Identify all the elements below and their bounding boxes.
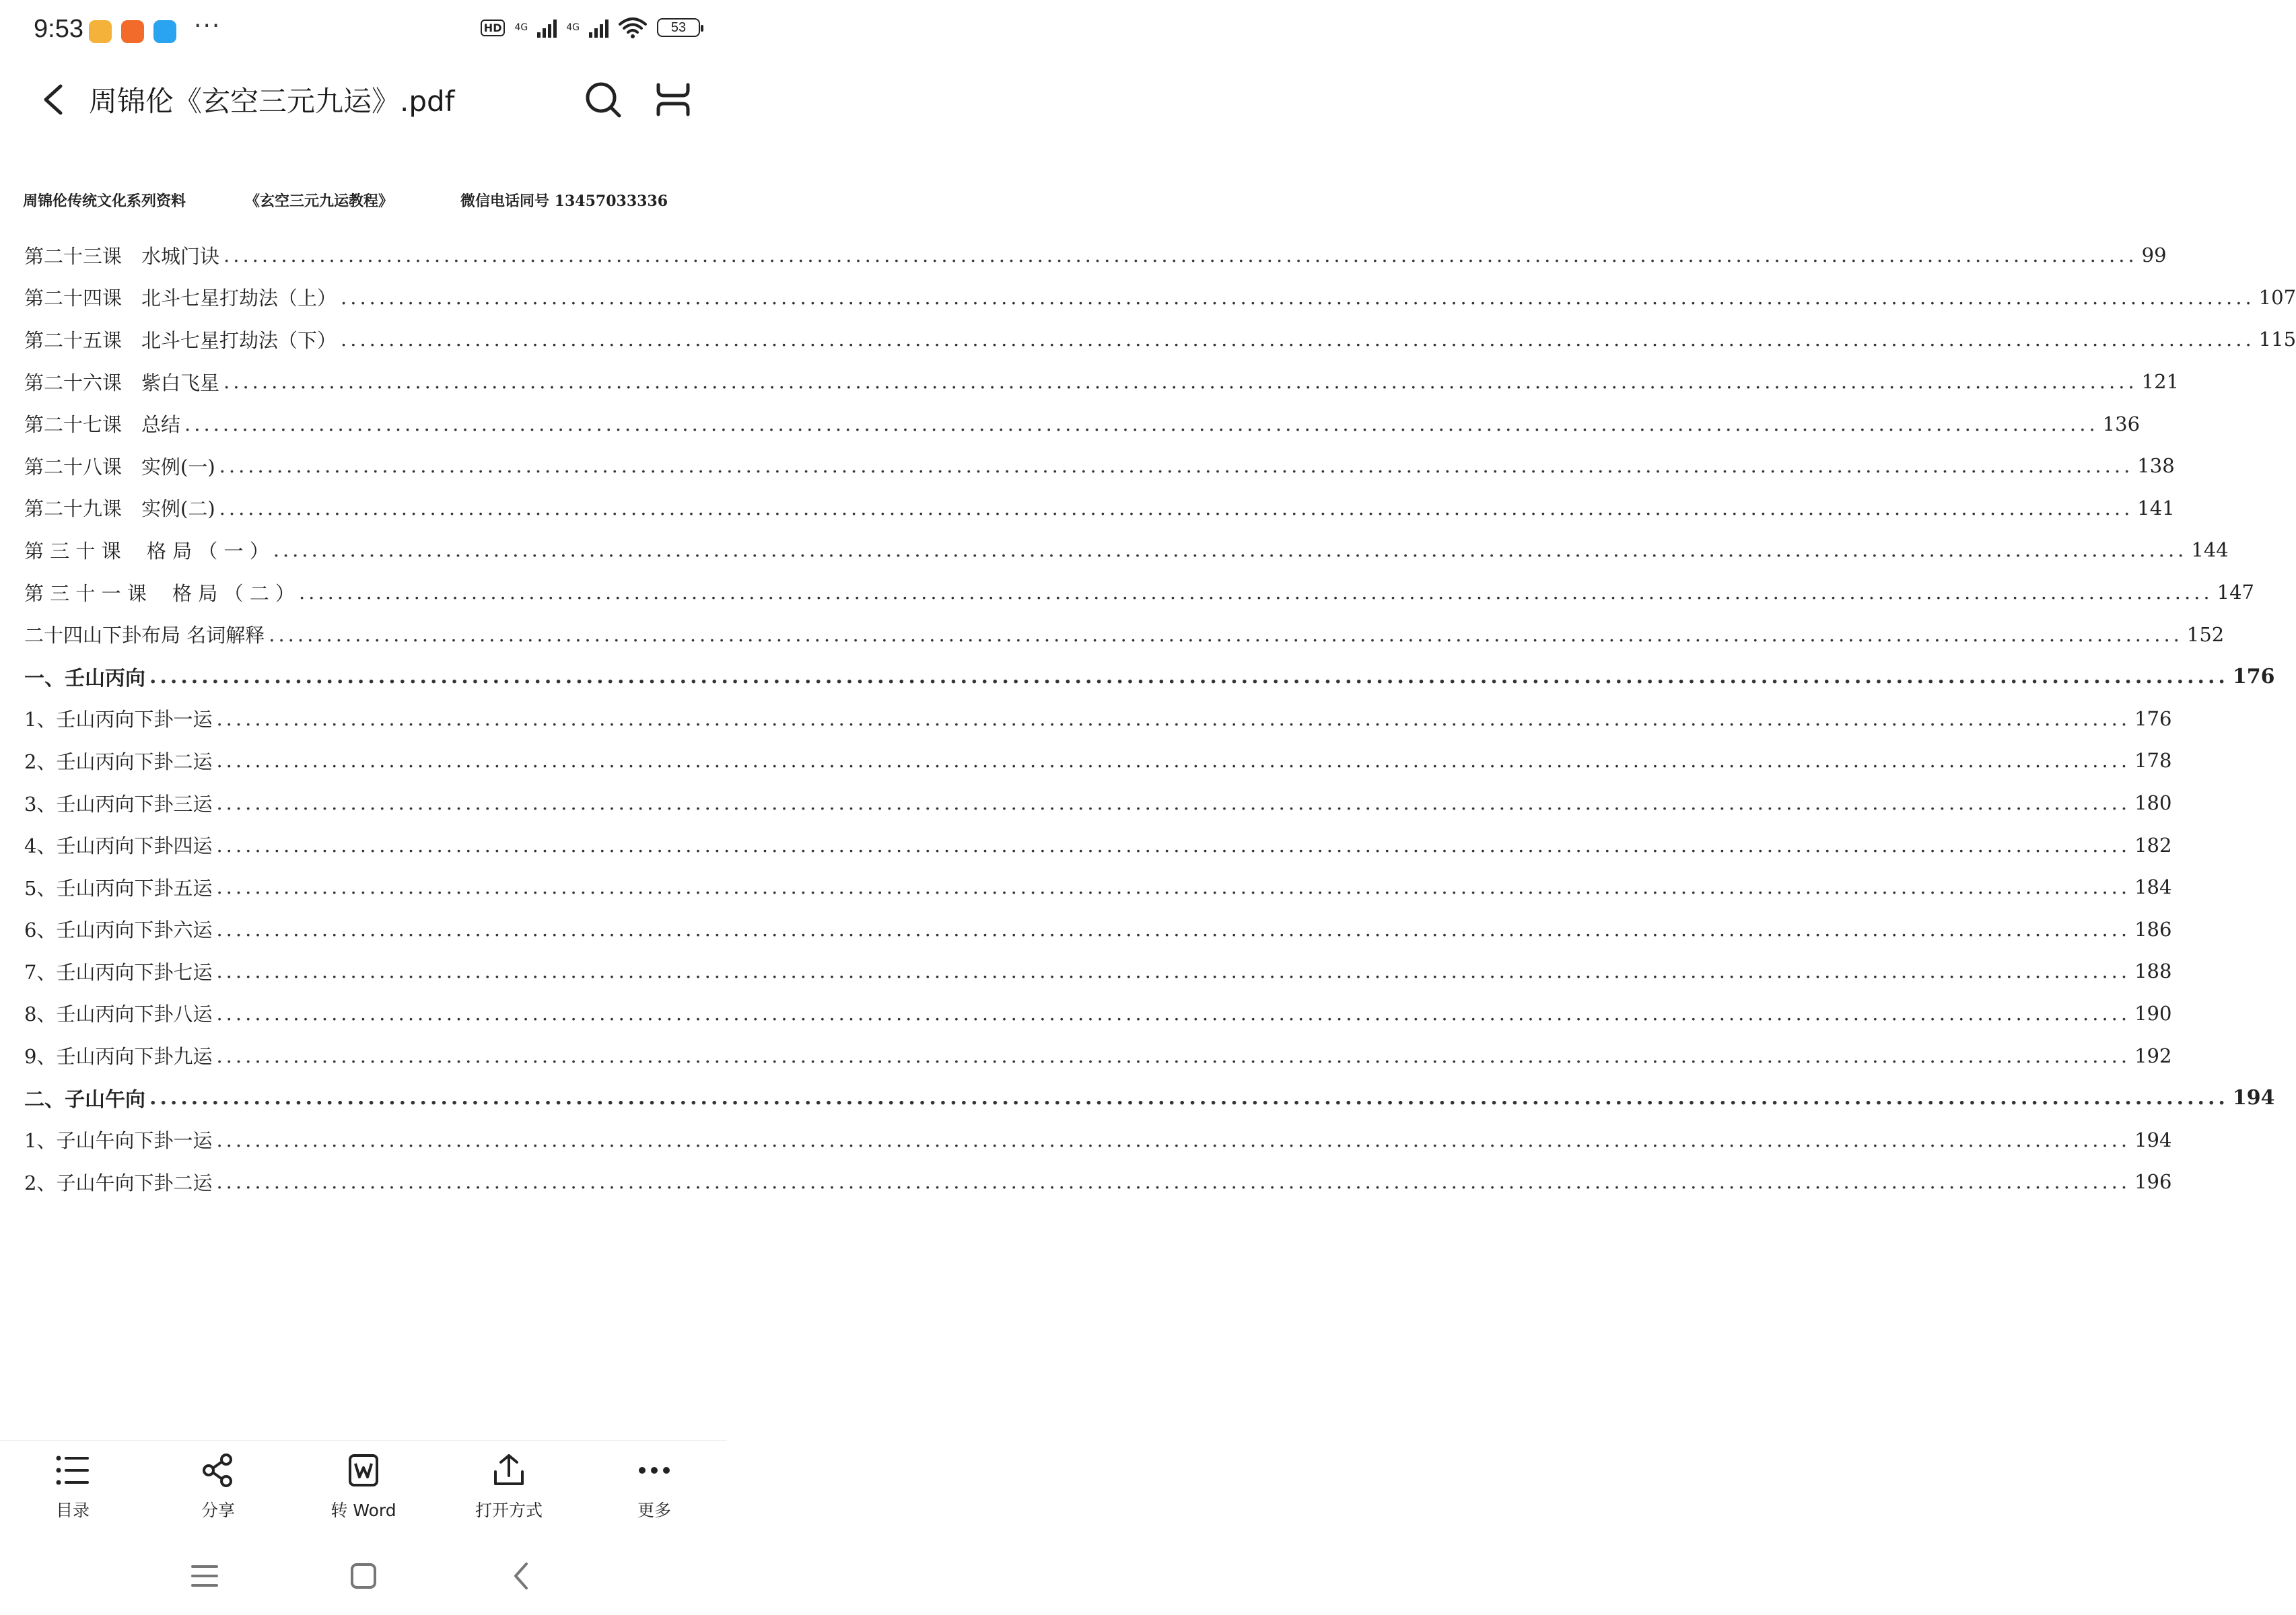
toc-entry-title: 第二十五课 北斗七星打劫法（下）: [24, 328, 337, 352]
toc-entry: [24, 277, 2296, 319]
toc-entry: [24, 445, 2175, 487]
toc-entry-page-number: 182: [2134, 833, 2172, 857]
more-dots-icon: [635, 1451, 673, 1489]
toc-entry-title: 4、壬山丙向下卦四运: [24, 834, 213, 858]
toc-dot-leader: ........................................................................................................................................................................................................: [273, 538, 2188, 562]
open-with-button[interactable]: [462, 1451, 556, 1532]
toc-entry-page-number: 121: [2141, 370, 2180, 394]
toc-dot-leader: ........................................................................................................................................................................................................: [149, 664, 2229, 688]
toc-dot-leader: ........................................................................................................................................................................................................: [216, 875, 2131, 899]
toc-dot-leader: ........................................................................................................................................................................................................: [341, 328, 2255, 351]
battery-indicator: 53: [657, 18, 700, 37]
upload-icon: [490, 1451, 528, 1489]
running-header-center: 《玄空三元九运教程》: [245, 192, 394, 210]
toc-entry-title: 第 三 十 课 格 局 （ 一 ）: [24, 539, 269, 563]
notification-app-icon: [89, 20, 112, 43]
status-bar: [0, 0, 727, 65]
toc-entry: [24, 571, 2254, 614]
toc-dot-leader: ........................................................................................................................................................................................................: [223, 244, 2138, 267]
toc-entry-page-number: 192: [2134, 1044, 2172, 1067]
toc-dot-leader: ........................................................................................................................................................................................................: [219, 454, 2134, 478]
toc-entry-page-number: 194: [2232, 1085, 2275, 1110]
app-header: [0, 65, 727, 139]
toc-dot-leader: ........................................................................................................................................................................................................: [216, 1128, 2131, 1151]
table-of-contents: [24, 234, 2296, 1203]
back-icon[interactable]: [35, 79, 75, 120]
system-navigation-bar: [0, 1541, 727, 1615]
more-button[interactable]: [607, 1451, 701, 1532]
pdf-viewer[interactable]: [0, 139, 2296, 1363]
network-type-1: 4G: [514, 22, 528, 33]
toc-entry-title: 二、子山午向: [24, 1088, 145, 1112]
toc-entry-page-number: 147: [2217, 581, 2254, 604]
document-title: 周锦伦《玄空三元九运》.pdf: [89, 85, 455, 118]
toc-entry-title: 9、壬山丙向下卦九运: [24, 1045, 213, 1069]
toc-dot-leader: ........................................................................................................................................................................................................: [216, 749, 2131, 773]
share-button[interactable]: [171, 1451, 265, 1532]
toc-entry-title: 第二十四课 北斗七星打劫法（上）: [24, 287, 337, 310]
toc-entry: [24, 1161, 2172, 1203]
running-header-right: 微信电话同号 13457033336: [460, 192, 668, 210]
exit-reading-icon[interactable]: [653, 79, 693, 120]
toc-dot-leader: ........................................................................................................................................................................................................: [216, 1044, 2131, 1067]
toc-entry: [24, 950, 2172, 993]
toc-entry-title: 2、子山午向下卦二运: [24, 1171, 213, 1194]
status-indicators: [481, 16, 700, 39]
toc-entry: [24, 361, 2180, 403]
toc-entry: [24, 824, 2172, 866]
share-label: 分享: [201, 1501, 235, 1520]
toc-entry-title: 3、壬山丙向下卦三运: [24, 792, 213, 816]
search-icon[interactable]: [583, 79, 623, 120]
home-icon[interactable]: [343, 1556, 384, 1596]
contents-label: 目录: [55, 1501, 90, 1520]
toc-entry: [24, 487, 2175, 530]
toc-entry-title: 第二十七课 总结: [24, 413, 181, 437]
toc-entry-page-number: 196: [2134, 1170, 2172, 1194]
toc-entry-page-number: 99: [2141, 244, 2167, 267]
toc-dot-leader: ........................................................................................................................................................................................................: [219, 496, 2134, 519]
toc-entry: [24, 782, 2172, 824]
bottom-toolbar: [0, 1440, 727, 1535]
toc-entry-title: 2、壬山丙向下卦二运: [24, 750, 213, 773]
toc-entry-page-number: 194: [2134, 1128, 2172, 1151]
toc-entry-title: 第二十六课 紫白飞星: [24, 371, 220, 394]
toc-entry-page-number: 152: [2186, 622, 2225, 646]
toc-entry: [24, 1077, 2275, 1119]
list-icon: [54, 1451, 92, 1489]
toc-entry-title: 一、壬山丙向: [24, 667, 145, 691]
toc-entry: [24, 402, 2141, 445]
toc-entry-title: 1、壬山丙向下卦一运: [24, 708, 213, 731]
toc-entry-page-number: 176: [2232, 664, 2275, 688]
signal-icon-2: [589, 17, 608, 38]
notification-store-icon: [121, 20, 144, 43]
toc-entry-title: 第二十九课 实例(二): [24, 497, 215, 521]
toc-entry-page-number: 186: [2134, 917, 2172, 941]
toc-dot-leader: ........................................................................................................................................................................................................: [216, 833, 2131, 857]
toc-dot-leader: ........................................................................................................................................................................................................: [298, 581, 2213, 604]
toc-entry-title: 第二十三课 水城门诀: [24, 244, 220, 268]
toc-entry: [24, 993, 2172, 1035]
toc-dot-leader: ........................................................................................................................................................................................................: [223, 370, 2138, 394]
more-notifications-icon: ···: [194, 12, 221, 40]
toc-entry: [24, 698, 2172, 740]
toc-entry-page-number: 180: [2134, 791, 2172, 815]
wifi-icon: [618, 16, 648, 39]
toc-entry: [24, 613, 2225, 655]
toc-entry-title: 7、壬山丙向下卦七运: [24, 960, 213, 984]
toc-entry-page-number: 178: [2134, 749, 2172, 773]
more-label: 更多: [637, 1501, 671, 1520]
toc-entry-title: 8、壬山丙向下卦八运: [24, 1003, 213, 1026]
toc-entry-page-number: 115: [2258, 328, 2296, 351]
toc-entry-page-number: 176: [2134, 707, 2172, 730]
toc-entry-title: 1、子山午向下卦一运: [24, 1129, 213, 1153]
notification-chat-icon: [153, 20, 176, 43]
signal-icon-1: [537, 17, 557, 38]
menu-icon[interactable]: [184, 1556, 225, 1596]
toc-entry: [24, 740, 2172, 782]
toc-entry: [24, 866, 2172, 908]
toc-entry-page-number: 107: [2258, 285, 2296, 309]
toc-dot-leader: ........................................................................................................................................................................................................: [216, 707, 2131, 730]
toc-dot-leader: ........................................................................................................................................................................................................: [149, 1085, 2229, 1110]
toc-entry: [24, 655, 2275, 698]
word-document-icon: [345, 1451, 382, 1489]
pdf-page[interactable]: [0, 139, 2296, 1355]
toc-entry-title: 第二十八课 实例(一): [24, 455, 215, 478]
toc-entry: [24, 318, 2296, 361]
toc-entry: [24, 1034, 2172, 1077]
status-time: 9:53: [34, 15, 83, 43]
toc-entry-page-number: 144: [2191, 538, 2229, 562]
back-nav-icon[interactable]: [502, 1556, 543, 1596]
toc-entry: [24, 1118, 2172, 1161]
hd-badge: HD: [481, 20, 506, 36]
toc-dot-leader: ........................................................................................................................................................................................................: [216, 917, 2131, 941]
toc-dot-leader: ........................................................................................................................................................................................................: [216, 1001, 2131, 1025]
toc-entry-title: 5、壬山丙向下卦五运: [24, 876, 213, 900]
share-icon: [199, 1451, 237, 1489]
toc-entry-page-number: 184: [2134, 875, 2172, 899]
toc-entry-title: 第 三 十 一 课 格 局 （ 二 ）: [24, 581, 295, 605]
contents-button[interactable]: [26, 1451, 120, 1532]
convert-to-word-button[interactable]: [316, 1451, 411, 1532]
running-header-left: 周锦伦传统文化系列资料: [23, 192, 186, 210]
toc-dot-leader: ........................................................................................................................................................................................................: [184, 412, 2099, 435]
toc-entry-page-number: 188: [2134, 960, 2172, 983]
network-type-2: 4G: [566, 22, 580, 33]
convert-to-word-label: 转 Word: [331, 1501, 396, 1520]
toc-entry-title: 二十四山下卦布局 名词解释: [24, 624, 265, 647]
toc-dot-leader: ........................................................................................................................................................................................................: [216, 1170, 2131, 1194]
toc-dot-leader: ........................................................................................................................................................................................................: [216, 960, 2131, 983]
toc-entry: [24, 234, 2167, 277]
toc-entry-title: 6、壬山丙向下卦六运: [24, 919, 213, 942]
open-with-label: 打开方式: [475, 1501, 543, 1520]
toc-entry-page-number: 190: [2134, 1001, 2172, 1025]
toc-entry-page-number: 136: [2102, 412, 2141, 435]
toc-dot-leader: ........................................................................................................................................................................................................: [341, 285, 2255, 309]
toc-entry: [24, 529, 2229, 571]
toc-entry-page-number: 138: [2137, 454, 2175, 478]
toc-dot-leader: ........................................................................................................................................................................................................: [269, 622, 2183, 646]
toc-entry-page-number: 141: [2137, 496, 2175, 519]
toc-dot-leader: ........................................................................................................................................................................................................: [216, 791, 2131, 815]
toc-entry: [24, 908, 2172, 951]
notification-icons: [89, 20, 176, 43]
